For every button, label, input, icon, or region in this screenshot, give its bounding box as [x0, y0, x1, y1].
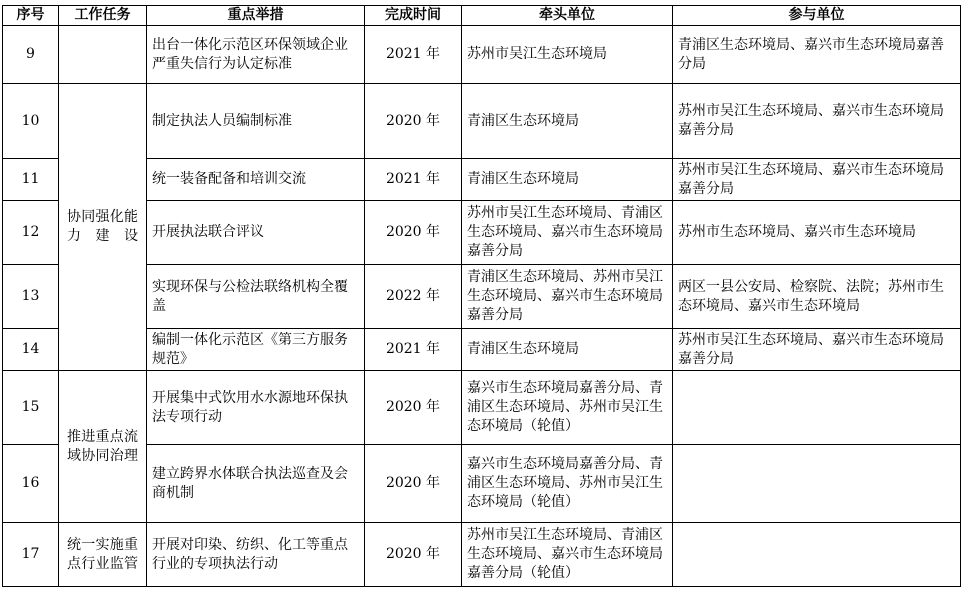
row-lead: 苏州市吴江生态环境局、青浦区生态环境局、嘉兴市生态环境局嘉善分局（轮值）	[462, 523, 673, 587]
measures-table	[2, 5, 961, 587]
row-lead: 青浦区生态环境局	[462, 84, 673, 159]
table-row	[3, 84, 961, 159]
row-no: 11	[3, 159, 59, 201]
task-capacity: 协同强化能力建设	[59, 84, 147, 371]
row-no: 10	[3, 84, 59, 159]
row-measure: 开展对印染、纺织、化工等重点行业的专项执法行动	[147, 523, 365, 587]
row-partner: 苏州市吴江生态环境局、嘉兴市生态环境局嘉善分局	[673, 84, 961, 159]
row-time: 2022 年	[365, 265, 462, 329]
row-time: 2020 年	[365, 445, 462, 523]
row-partner	[673, 445, 961, 523]
row-time: 2020 年	[365, 371, 462, 445]
header-partner: 参与单位	[673, 6, 961, 26]
row-measure: 制定执法人员编制标准	[147, 84, 365, 159]
header-measure: 重点举措	[147, 6, 365, 26]
header-no: 序号	[3, 6, 59, 26]
row-partner	[673, 371, 961, 445]
row-partner: 苏州市生态环境局、嘉兴市生态环境局	[673, 201, 961, 265]
table-row	[3, 265, 961, 329]
table-row	[3, 329, 961, 371]
row-lead: 青浦区生态环境局	[462, 329, 673, 371]
row-no: 12	[3, 201, 59, 265]
row-lead: 嘉兴市生态环境局嘉善分局、青浦区生态环境局、苏州市吴江生态环境局（轮值）	[462, 445, 673, 523]
row-partner: 青浦区生态环境局、嘉兴市生态环境局嘉善分局	[673, 26, 961, 84]
table-row	[3, 26, 961, 84]
row-no: 17	[3, 523, 59, 587]
row-partner	[673, 523, 961, 587]
row-lead: 青浦区生态环境局、苏州市吴江生态环境局、嘉兴市生态环境局嘉善分局	[462, 265, 673, 329]
row-measure: 建立跨界水体联合执法巡查及会商机制	[147, 445, 365, 523]
row-no: 14	[3, 329, 59, 371]
task-industry: 统一实施重点行业监管	[59, 523, 147, 587]
table-row	[3, 371, 961, 445]
row-measure: 开展执法联合评议	[147, 201, 365, 265]
row-measure: 统一装备配备和培训交流	[147, 159, 365, 201]
row-no: 9	[3, 26, 59, 84]
table-header-row	[3, 6, 961, 26]
header-time: 完成时间	[365, 6, 462, 26]
row-lead: 苏州市吴江生态环境局、青浦区生态环境局、嘉兴市生态环境局嘉善分局	[462, 201, 673, 265]
row-lead: 嘉兴市生态环境局嘉善分局、青浦区生态环境局、苏州市吴江生态环境局（轮值）	[462, 371, 673, 445]
row-partner: 苏州市吴江生态环境局、嘉兴市生态环境局嘉善分局	[673, 329, 961, 371]
header-lead: 牵头单位	[462, 6, 673, 26]
row-time: 2021 年	[365, 329, 462, 371]
table-row	[3, 445, 961, 523]
row-measure: 出台一体化示范区环保领域企业严重失信行为认定标准	[147, 26, 365, 84]
task-empty	[59, 26, 147, 84]
row-time: 2021 年	[365, 159, 462, 201]
task-basin: 推进重点流域协同治理	[59, 371, 147, 523]
table-row	[3, 159, 961, 201]
row-time: 2021 年	[365, 26, 462, 84]
row-time: 2020 年	[365, 523, 462, 587]
row-no: 16	[3, 445, 59, 523]
table-row	[3, 523, 961, 587]
row-time: 2020 年	[365, 201, 462, 265]
row-partner: 两区一县公安局、检察院、法院；苏州市生态环境局、嘉兴市生态环境局	[673, 265, 961, 329]
row-measure: 编制一体化示范区《第三方服务规范》	[147, 329, 365, 371]
row-no: 15	[3, 371, 59, 445]
table-row	[3, 201, 961, 265]
row-time: 2020 年	[365, 84, 462, 159]
header-task: 工作任务	[59, 6, 147, 26]
row-lead: 青浦区生态环境局	[462, 159, 673, 201]
row-partner: 苏州市吴江生态环境局、嘉兴市生态环境局嘉善分局	[673, 159, 961, 201]
row-measure: 实现环保与公检法联络机构全覆盖	[147, 265, 365, 329]
row-no: 13	[3, 265, 59, 329]
row-measure: 开展集中式饮用水水源地环保执法专项行动	[147, 371, 365, 445]
row-lead: 苏州市吴江生态环境局	[462, 26, 673, 84]
